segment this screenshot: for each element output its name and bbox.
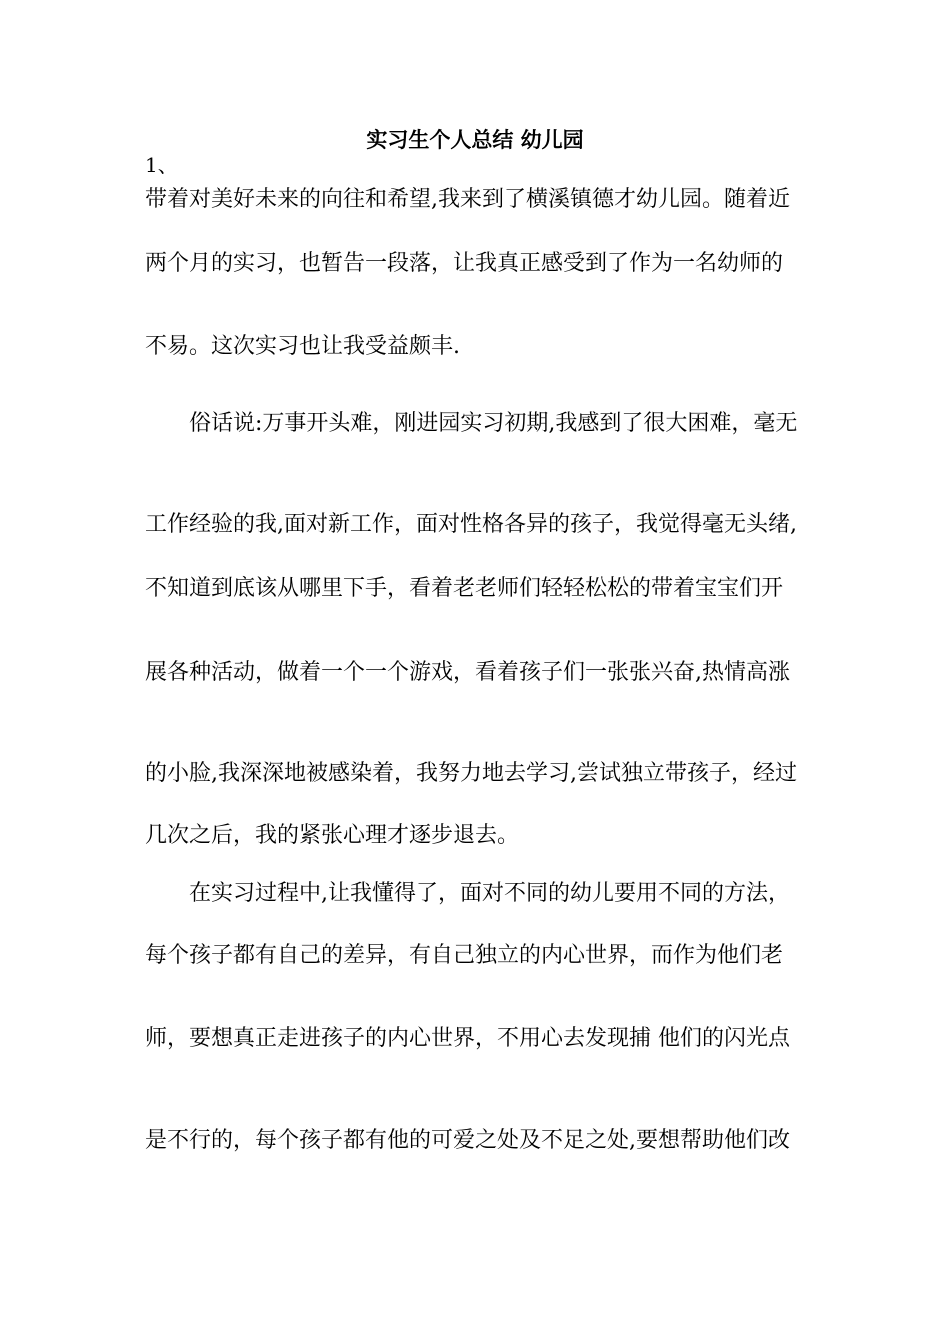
- paragraph-line: 展各种活动，做着一个一个游戏，看着孩子们一张张兴奋,热情高涨: [145, 660, 790, 685]
- paragraph-line: 几次之后，我的紧张心理才逐步退去。: [145, 823, 520, 848]
- paragraph-line: 带着对美好未来的向往和希望,我来到了横溪镇德才幼儿园。随着近: [145, 187, 790, 212]
- paragraph-line: 师，要想真正走进孩子的内心世界，不用心去发现捕 他们的闪光点: [145, 1026, 790, 1051]
- section-number: 1、: [145, 153, 178, 177]
- paragraph-line: 每个孩子都有自己的差异，有自己独立的内心世界，而作为他们老: [145, 943, 784, 968]
- paragraph-line: 工作经验的我,面对新工作，面对性格各异的孩子，我觉得毫无头绪,: [145, 512, 797, 537]
- paragraph-line: 两个月的实习，也暂告一段落，让我真正感受到了作为一名幼师的: [145, 251, 784, 276]
- document-title: 实习生个人总结 幼儿园: [366, 128, 584, 152]
- paragraph-line: 是不行的，每个孩子都有他的可爱之处及不足之处,要想帮助他们改: [145, 1128, 790, 1153]
- paragraph-line: 不知道到底该从哪里下手，看着老老师们轻轻松松的带着宝宝们开: [145, 576, 784, 601]
- paragraph-line: 在实习过程中,让我懂得了，面对不同的幼儿要用不同的方法，: [189, 881, 790, 906]
- paragraph-line: 俗话说:万事开头难，刚进园实习初期,我感到了很大困难，毫无: [189, 411, 798, 436]
- paragraph-line: 不易。这次实习也让我受益颇丰.: [145, 334, 460, 359]
- paragraph-line: 的小脸,我深深地被感染着，我努力地去学习,尝试独立带孩子，经过: [145, 761, 797, 786]
